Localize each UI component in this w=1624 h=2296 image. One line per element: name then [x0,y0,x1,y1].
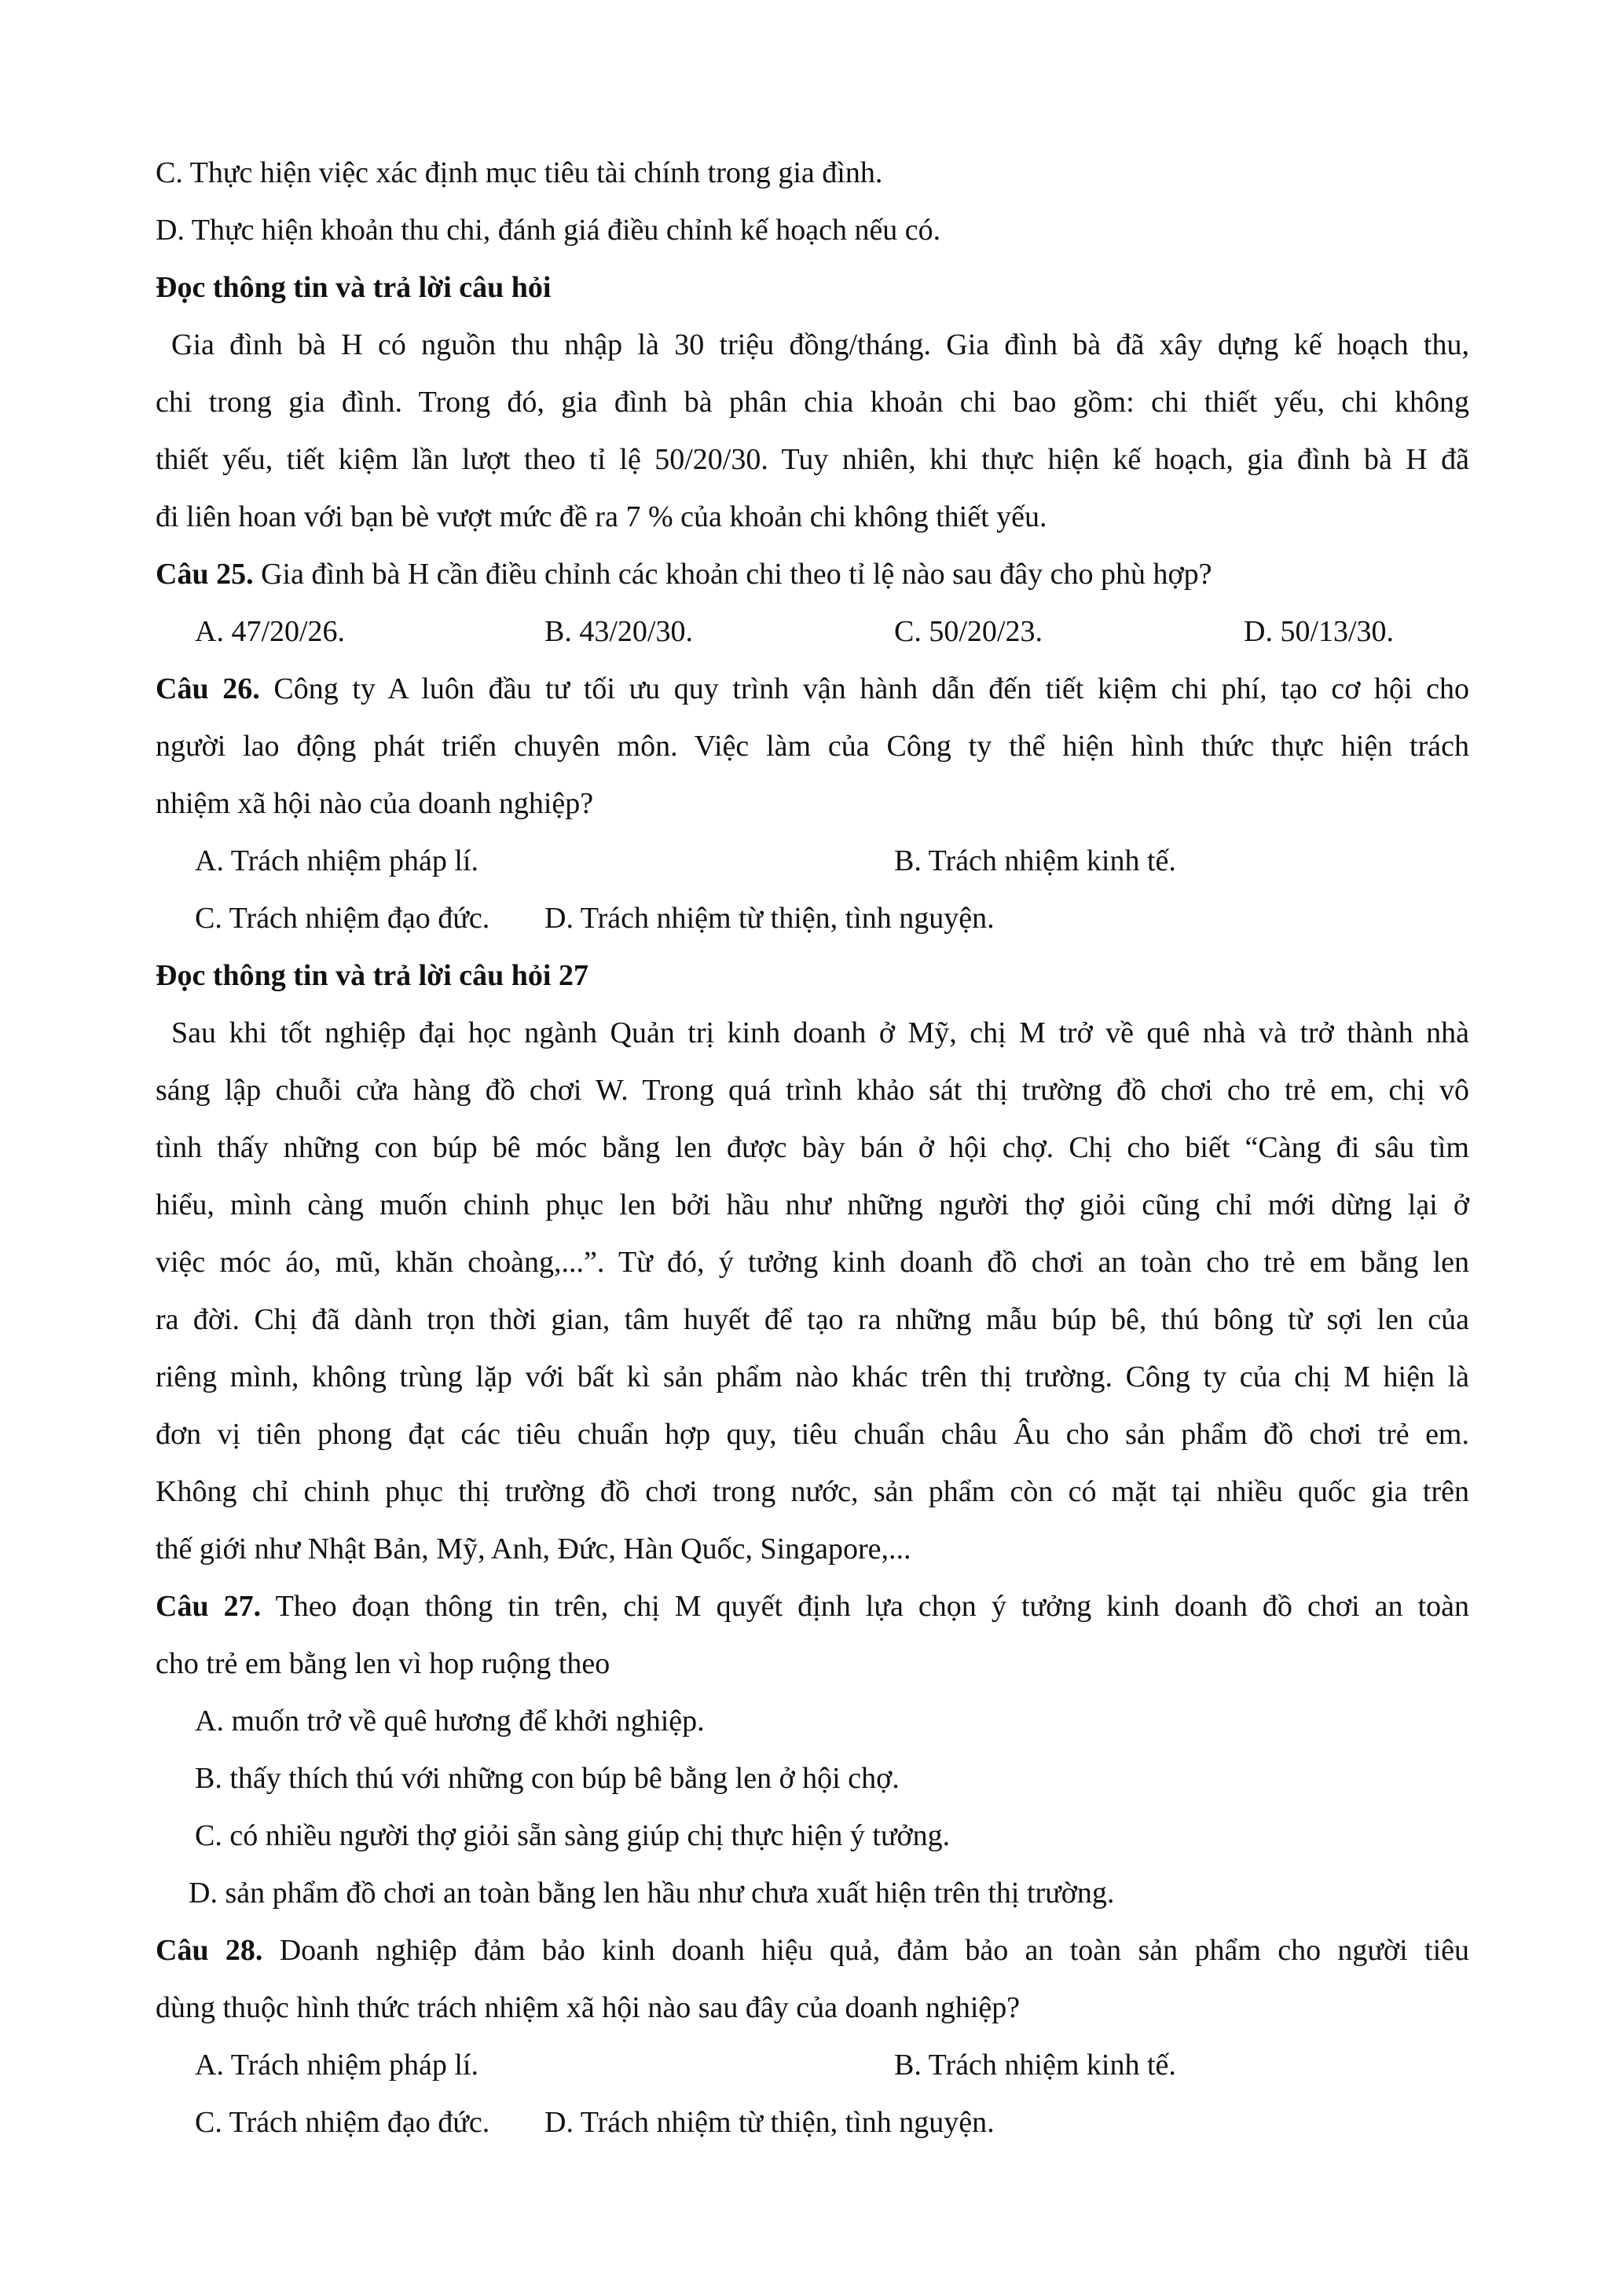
question-26 [156,671,1469,707]
answer-option-d: D. Trách nhiệm từ thiện, tình nguyện. [544,902,995,935]
answer-option-a: A. Trách nhiệm pháp lí. [195,2049,478,2082]
passage-line: Sau khi tốt nghiệp đại học ngành Quản trị kinh doanh ở Mỹ, chị M trở về quê nhà và trở thành nhà [171,1016,1469,1049]
answer-option-b: B. Trách nhiệm kinh tế. [894,2049,1176,2082]
passage-line: tình thấy những con búp bê móc bằng len được bày bán ở hội chợ. Chị cho biết “Càng đi sâu tìm [156,1131,1469,1164]
question-text: Công ty A luôn đầu tư tối ưu quy trình vận hành dẫn đến tiết kiệm chi phí, tạo cơ hội cho [259,672,1469,705]
answer-option-b: B. 43/20/30. [544,615,693,648]
answer-option-c: C. Trách nhiệm đạo đức. [195,902,490,935]
passage-line: Gia đình bà H có nguồn thu nhập là 30 triệu đồng/tháng. Gia đình bà đã xây dựng kế hoạch thu, [171,328,1469,361]
option-d: D. Thực hiện khoản thu chi, đánh giá điều chỉnh kế hoạch nếu có. [156,214,941,247]
question-text: Gia đình bà H cần điều chỉnh các khoản chi theo tỉ lệ nào sau đây cho phù hợp? [253,558,1212,591]
answer-option-c: C. Trách nhiệm đạo đức. [195,2106,490,2139]
answer-option-c: C. 50/20/23. [894,615,1043,648]
answer-option-b: B. thấy thích thú với những con búp bê bằng len ở hội chợ. [195,1762,900,1795]
question-text-line: cho trẻ em bằng len vì hop ruộng theo [156,1647,610,1680]
passage-line: đi liên hoan với bạn bè vượt mức đề ra 7 % của khoản chi không thiết yếu. [156,500,1047,533]
question-text-line: nhiệm xã hội nào của doanh nghiệp? [156,787,594,820]
question-number: Câu 27. [156,1590,262,1623]
answer-option-d: D. sản phẩm đồ chơi an toàn bằng len hầu như chưa xuất hiện trên thị trường. [189,1877,1115,1910]
passage-line: chi trong gia đình. Trong đó, gia đình bà phân chia khoản chi bao gồm: chi thiết yếu, chi không [156,386,1469,419]
question-28 [156,1932,1469,1968]
passage-line: thiết yếu, tiết kiệm lần lượt theo tỉ lệ 50/20/30. Tuy nhiên, khi thực hiện kế hoạch, gia đình bà H đã [156,443,1469,476]
passage-line: việc móc áo, mũ, khăn choàng,...”. Từ đó, ý tưởng kinh doanh đồ chơi an toàn cho trẻ em bằng len [156,1246,1469,1279]
passage-line: ra đời. Chị đã dành trọn thời gian, tâm huyết để tạo ra những mẫu búp bê, thú bông từ sợi len của [156,1303,1469,1336]
question-number: Câu 26. [156,672,260,705]
answer-option-c: C. có nhiều người thợ giỏi sẵn sàng giúp chị thực hiện ý tưởng. [195,1819,951,1852]
question-number: Câu 25. [156,558,254,591]
question-number: Câu 28. [156,1934,263,1967]
passage-line: riêng mình, không trùng lặp với bất kì sản phẩm nào khác trên thị trường. Công ty của chị M hiện là [156,1360,1469,1393]
passage-line: đơn vị tiên phong đạt các tiêu chuẩn hợp quy, tiêu chuẩn châu Âu cho sản phẩm đồ chơi trẻ em. [156,1418,1469,1451]
question-27 [156,1588,1469,1624]
question-25 [156,556,1212,592]
question-text-line: dùng thuộc hình thức trách nhiệm xã hội nào sau đây của doanh nghiệp? [156,1991,1021,2024]
answer-option-a: A. Trách nhiệm pháp lí. [195,844,478,877]
section-heading: Đọc thông tin và trả lời câu hỏi 27 [156,959,588,992]
passage-line: sáng lập chuỗi cửa hàng đồ chơi W. Trong quá trình khảo sát thị trường đồ chơi cho trẻ em, chị vô [156,1074,1469,1107]
passage-line: thế giới như Nhật Bản, Mỹ, Anh, Đức, Hàn Quốc, Singapore,... [156,1532,911,1565]
answer-option-a: A. 47/20/26. [195,615,346,648]
question-text: Doanh nghiệp đảm bảo kinh doanh hiệu quả, đảm bảo an toàn sản phẩm cho người tiêu [262,1934,1469,1967]
answer-option-a: A. muốn trở về quê hương để khởi nghiệp. [195,1705,705,1738]
question-text: Theo đoạn thông tin trên, chị M quyết định lựa chọn ý tưởng kinh doanh đồ chơi an toàn [261,1590,1469,1623]
section-heading: Đọc thông tin và trả lời câu hỏi [156,271,552,304]
option-c: C. Thực hiện việc xác định mục tiêu tài chính trong gia đình. [156,156,883,189]
answer-option-b: B. Trách nhiệm kinh tế. [894,844,1176,877]
passage-line: Không chỉ chinh phục thị trường đồ chơi trong nước, sản phẩm còn có mặt tại nhiều quốc gia trên [156,1475,1469,1508]
passage-line: hiểu, mình càng muốn chinh phục len bởi hầu như những người thợ giỏi cũng chỉ mới dừng lại ở [156,1188,1469,1221]
answer-option-d: D. 50/13/30. [1244,615,1395,648]
answer-option-d: D. Trách nhiệm từ thiện, tình nguyện. [544,2106,995,2139]
question-text-line: người lao động phát triển chuyên môn. Việc làm của Công ty thể hiện hình thức thực hiện trách [156,730,1469,763]
